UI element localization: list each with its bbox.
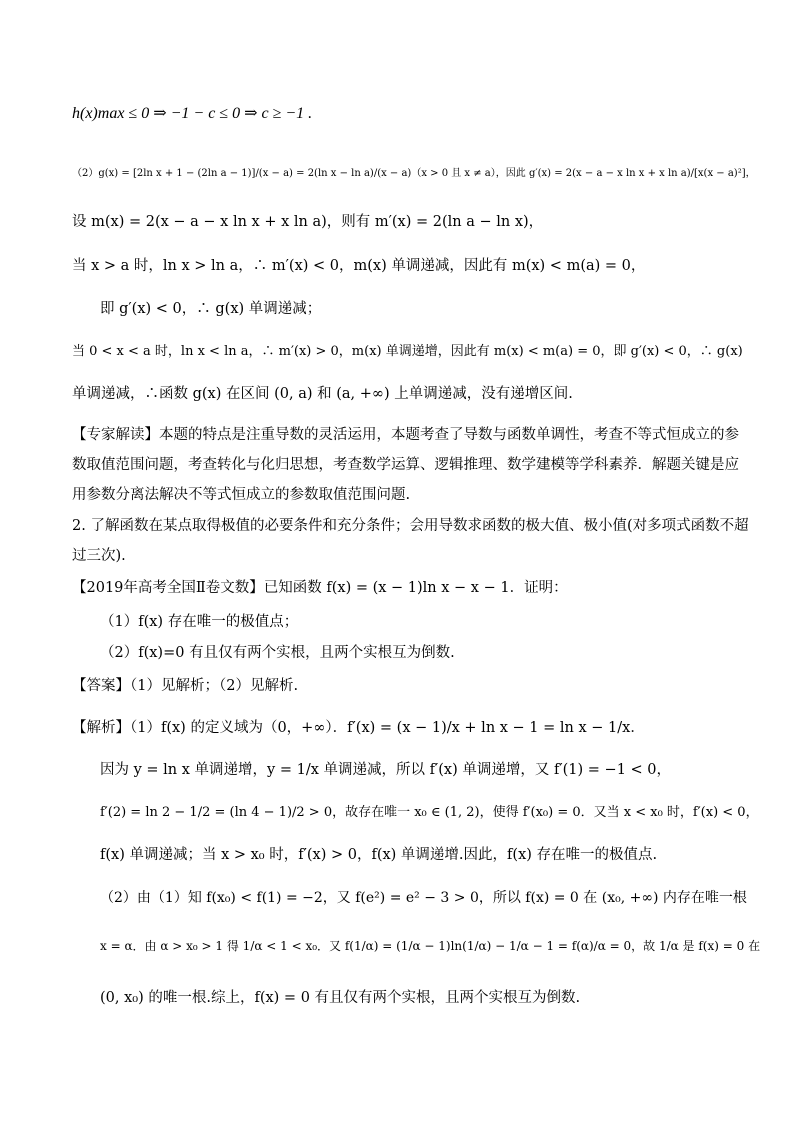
line-3: 设 m(x) = 2(x − a − x ln x + x ln a)，则有 m′(x) = 2(ln a − ln x)， — [72, 214, 544, 230]
expert-comment-line-3: 用参数分离法解决不等式恒成立的参数取值范围问题. — [72, 487, 411, 503]
line-1: h(x)max ≤ 0 ⇒ −1 − c ≤ 0 ⇒ c ≥ −1 . — [72, 105, 313, 122]
section-2-line-2: 过三次). — [72, 548, 126, 564]
expert-comment-line-2: 数取值范围问题，考查转化与化归思想，考查数学运算、逻辑推理、数学建模等学科素养．解题关键是应 — [72, 457, 739, 473]
line-5: 即 g′(x) < 0，∴ g(x) 单调递减； — [100, 301, 322, 317]
line-4: 当 x > a 时，ln x > ln a，∴ m′(x) < 0，m(x) 单调递减，因此有 m(x) < m(a) = 0， — [72, 258, 646, 274]
analysis-line-6: x = α．由 α > x₀ > 1 得 1/α < 1 < x₀．又 f(1/α) = (1/α − 1)ln(1/α) − 1/α − 1 = f(α)/α = 0，故 1/α 是 f(x) = 0 在 — [100, 939, 761, 953]
problem-part-2: （2）f(x)=0 有且仅有两个实根，且两个实根互为倒数. — [100, 645, 455, 661]
problem-statement: 【2019年高考全国Ⅱ卷文数】已知函数 f(x) = (x − 1)ln x − x − 1．证明： — [72, 580, 568, 596]
line-2: （2）g(x) = [2ln x + 1 − (2ln a − 1)]/(x − a) = 2(ln x − ln a)/(x − a)（x > 0 且 x ≠ a），因此 g′(x) = 2(x − a − x ln x + x ln a)/[x(x − a)²]， — [72, 168, 756, 179]
analysis-line-7: (0, x₀) 的唯一根.综上，f(x) = 0 有且仅有两个实根，且两个实根互为倒数. — [100, 990, 581, 1006]
line-6: 当 0 < x < a 时，ln x < ln a，∴ m′(x) > 0，m(x) 单调递增，因此有 m(x) < m(a) = 0，即 g′(x) < 0，∴ g(x) — [72, 344, 743, 359]
problem-part-1: （1）f(x) 存在唯一的极值点； — [100, 614, 299, 630]
analysis-line-3: f′(2) = ln 2 − 1/2 = (ln 4 − 1)/2 > 0，故存在唯一 x₀ ∈ (1, 2)，使得 f′(x₀) = 0．又当 x < x₀ 时，f′(x) < 0， — [100, 805, 759, 820]
analysis-line-5: （2）由（1）知 f(x₀) < f(1) = −2，又 f(e²) = e² − 3 > 0，所以 f(x) = 0 在 (x₀, +∞) 内存在唯一根 — [100, 890, 747, 906]
analysis-line-2: 因为 y = ln x 单调递增，y = 1/x 单调递减，所以 f′(x) 单调递增，又 f′(1) = −1 < 0， — [100, 762, 672, 778]
line-7: 单调递减，∴函数 g(x) 在区间 (0, a) 和 (a, +∞) 上单调递减，没有递增区间. — [72, 386, 573, 402]
answer-line: 【答案】（1）见解析；（2）见解析. — [72, 678, 299, 694]
expert-comment-line-1: 【专家解读】本题的特点是注重导数的灵活运用，本题考查了导数与函数单调性，考查不等式恒成立的参 — [72, 427, 739, 443]
analysis-line-4: f(x) 单调递减；当 x > x₀ 时，f′(x) > 0，f(x) 单调递增.因此，f(x) 存在唯一的极值点. — [100, 847, 658, 863]
section-2-line-1: 2. 了解函数在某点取得极值的必要条件和充分条件；会用导数求函数的极大值、极小值(对多项式函数不超 — [72, 518, 749, 534]
analysis-line-1: 【解析】（1）f(x) 的定义域为（0，+∞）．f′(x) = (x − 1)/x + ln x − 1 = ln x − 1/x． — [72, 720, 645, 736]
